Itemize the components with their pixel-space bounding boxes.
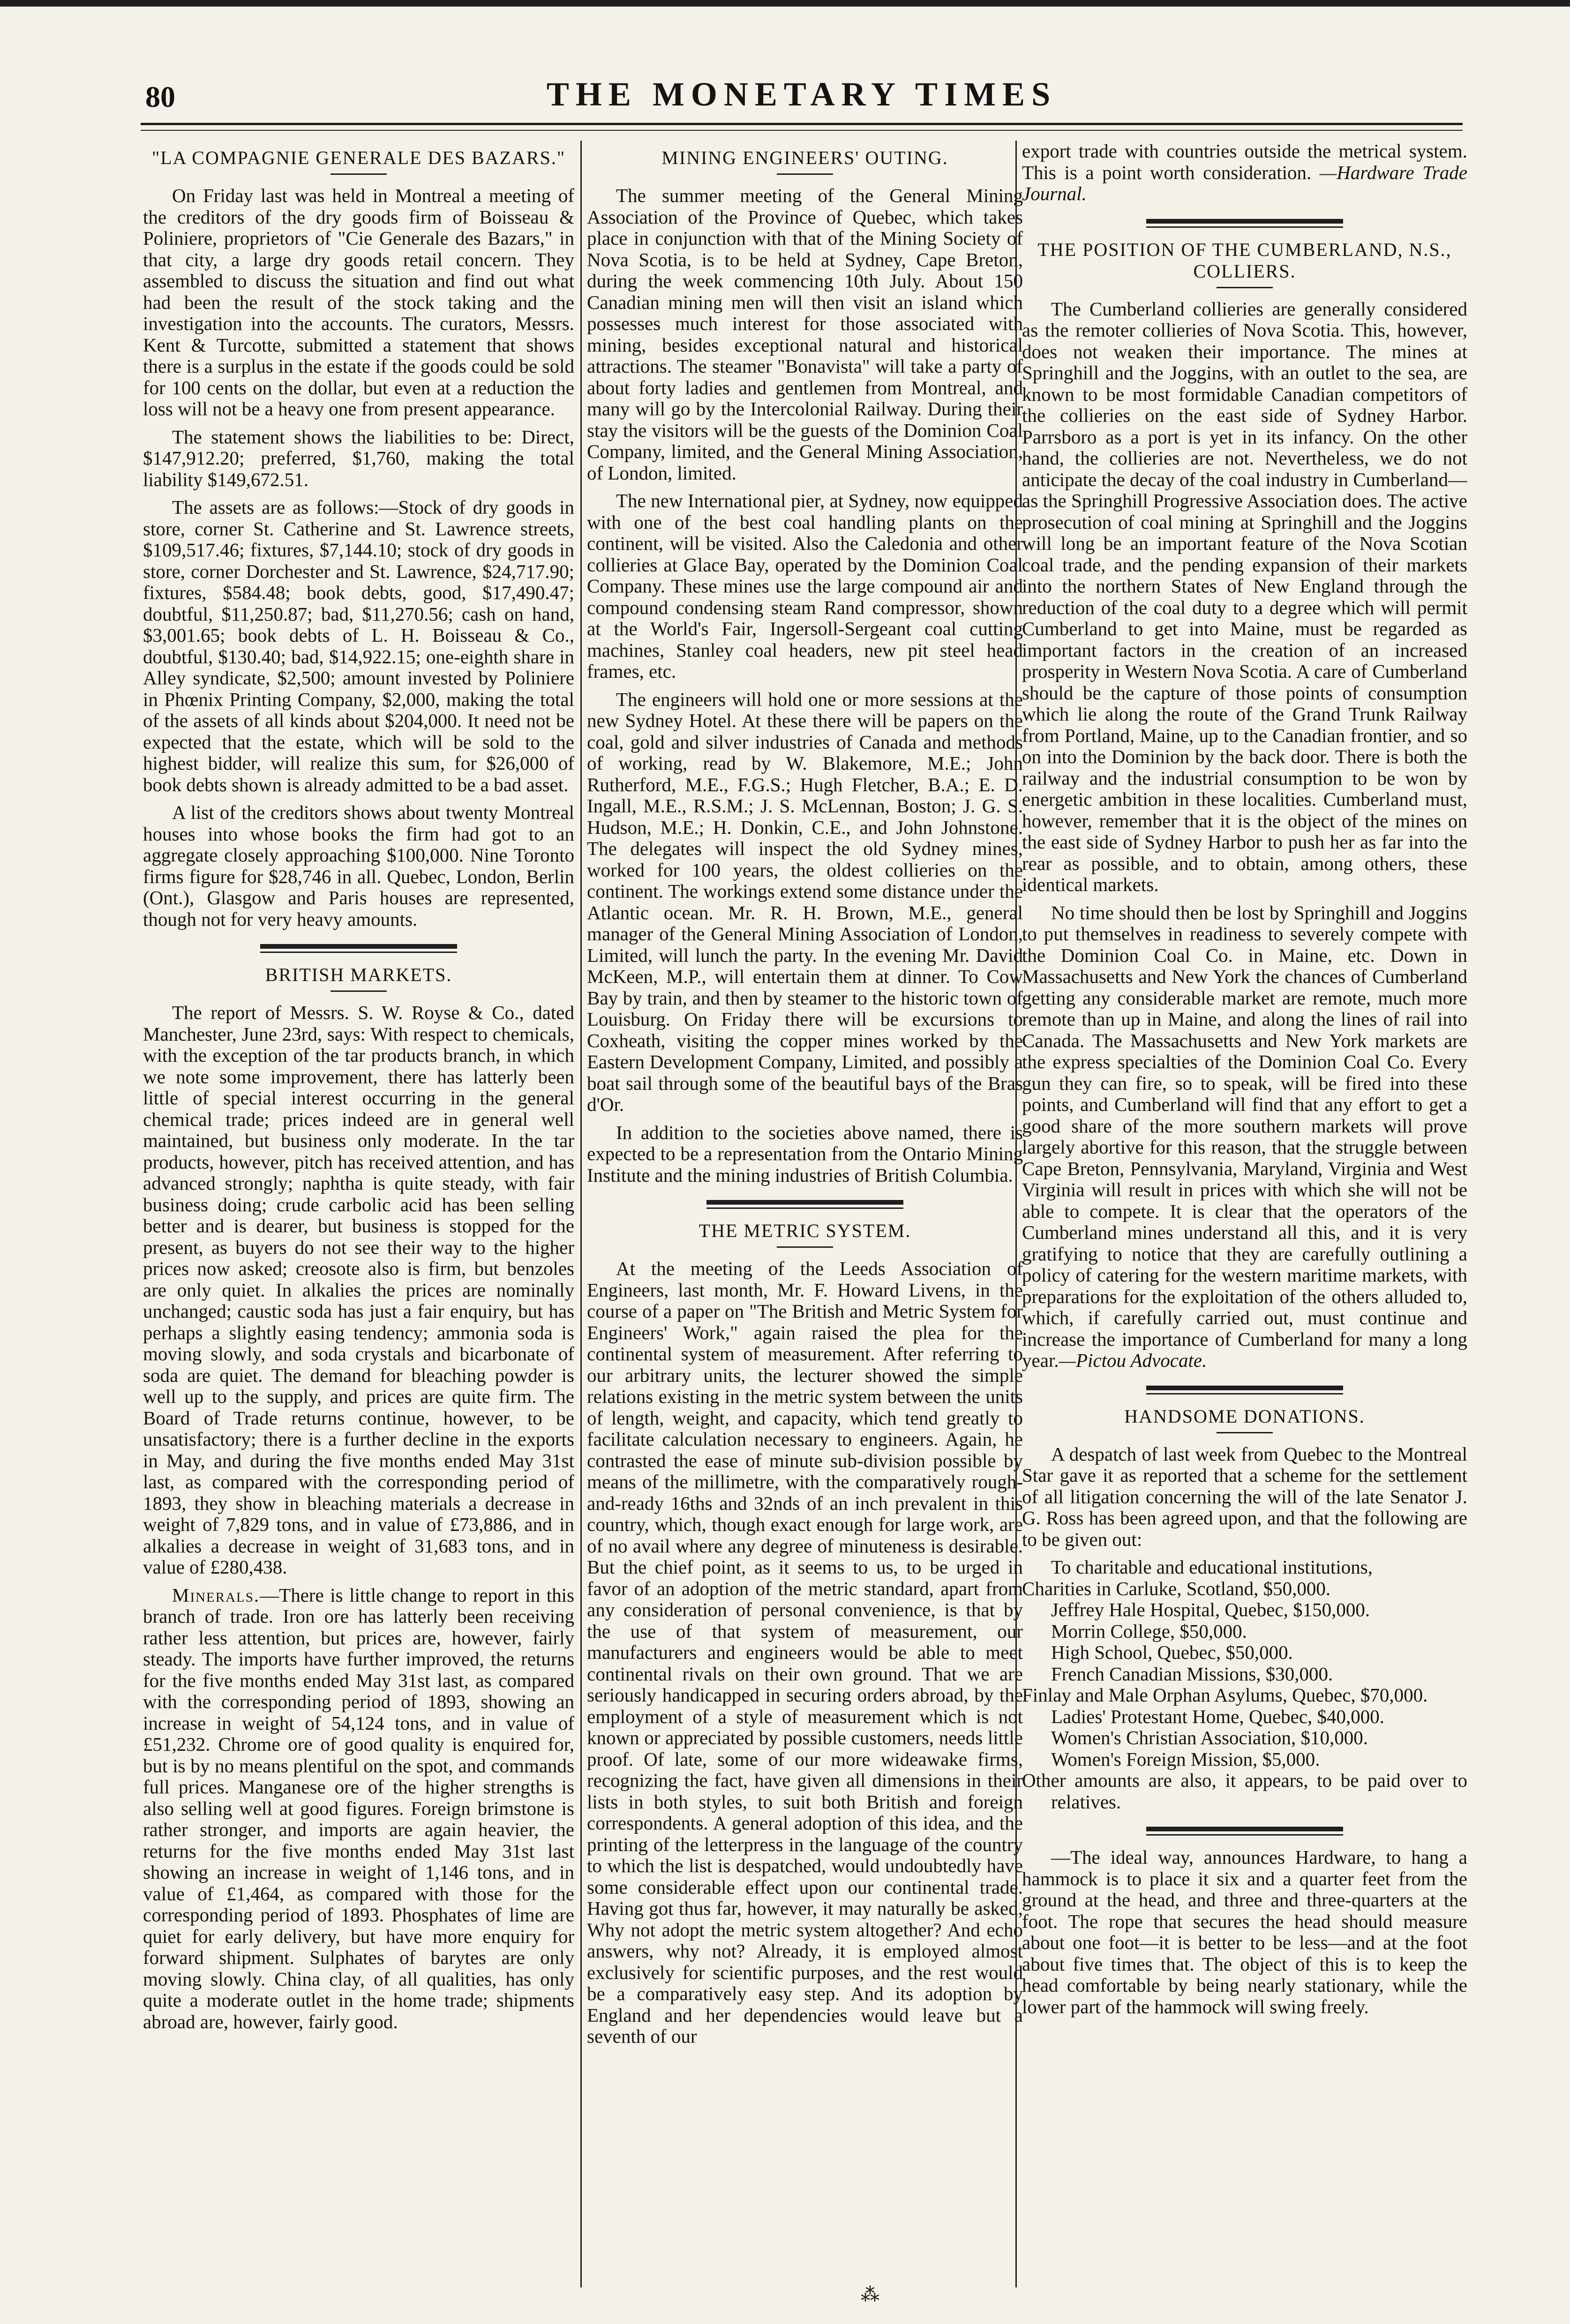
- article-title-cumberland: THE POSITION OF THE CUMBERLAND, N.S., COLLIERS.: [1037, 239, 1452, 282]
- paragraph-hammock: —The ideal way, announces Hardware, to hang a hammock is to place it six and a quarter feet from the ground at the head, and three and three-quarters at the foot. The rope that secures the head should measure about one foot—it is better to be less—and at the foot about five times that. The object of this is to keep the head comfortable by being nearly stationary, while the lower part of the hammock will swing freely.: [1022, 1846, 1467, 2017]
- donation-line: French Canadian Missions, $30,000.: [1051, 1663, 1333, 1685]
- source-credit: —Hardware Trade Journal.: [1022, 161, 1467, 204]
- article-title-donations: HANDSOME DONATIONS.: [1124, 1405, 1365, 1427]
- paragraph: [1022, 902, 1467, 1372]
- paragraph: The new International pier, at Sydney, now equipped with one of the best coal handling plants on the continent, will be visited. Also the Caledonia and other collieries at Glace Bay, operated by the Dominion Coal Company. These mines use the large compound air and compound condensing steam Rand compressor, shown at the World's Fair, Ingersoll-Sergeant coal cutting machines, Stanley coal headers, new pit steel head frames, etc.: [587, 490, 1023, 682]
- masthead-title: THE MONETARY TIMES: [546, 75, 1057, 113]
- donation-line: Charities in Carluke, Scotland, $50,000.: [1022, 1577, 1331, 1599]
- paragraph-minerals: [143, 1585, 574, 2033]
- article-title-mining-engineers: MINING ENGINEERS' OUTING.: [661, 147, 948, 168]
- donation-line: To charitable and educational institutions,: [1051, 1556, 1373, 1578]
- donation-line: Ladies' Protestant Home, Quebec, $40,000.: [1051, 1705, 1385, 1727]
- article-title-bazars: "LA COMPAGNIE GENERALE DES BAZARS.": [151, 147, 566, 168]
- section-divider: [1146, 219, 1343, 228]
- paragraph: The assets are as follows:—Stock of dry goods in store, corner St. Catherine and St. Lawrence streets, $109,517.46; fixtures, $7,144.10; stock of dry goods in store, corner Dorchester and St. Lawrence, $24,717.90; fixtures, $584.48; book debts, good, $17,490.47; doubtful, $11,250.87; bad, $11,270.56; cash on hand, $3,001.65; book debts of L. H. Boisseau & Co., doubtful, $130.40; bad, $14,922.15; one-eighth share in Alley syndicate, $2,500; amount invested by Poliniere in Phœnix Printing Company, $2,000, making the total of the assets of all kinds about $204,000. It need not be expected that the estate, which will be sold to the highest bidder, will realize this sum, for $26,000 of book debts shown is already admitted to be a bad asset.: [143, 496, 574, 795]
- paragraph: At the meeting of the Leeds Association of Engineers, last month, Mr. F. Howard Livens, in the course of a paper on "The British and Metric System for Engineers' Work," again raised the plea for the continental system of measurement. After referring to our arbitrary units, the lecturer showed the simple relations existing in the metric system between the units of length, weight, and capacity, which tend greatly to facilitate calculation necessary to engineers. Again, he contrasted the ease of minute sub-division possible by means of the millimetre, with the comparatively rough-and-ready 16ths and 32nds of an inch prevalent in this country, which, though exact enough for large work, are of no avail where any degree of minuteness is desirable. But the chief point, as it seems to us, to be urged in favor of an adoption of the metric standard, apart from any consideration of personal convenience, is that by the use of that system of measurement, our manufacturers and engineers would be able to meet continental rivals on their own ground. That we are seriously handicapped in securing orders abroad, by the employment of a style of measurement which is not known or appreciated by possible customers, needs little proof. Of late, some of our more wideawake firms, recognizing the fact, have given all dimensions in their lists in both styles, to suit both British and foreign correspondents. A general adoption of this idea, and the printing of the letterpress in the language of the country to which the list is despatched, would undoubtedly have some considerable effect upon our continental trade. Having got thus far, however, it may naturally be asked, Why not adopt the metric system altogether? And echo answers, why not? Already, it is employed almost exclusively for scientific purposes, and the rest would be a comparatively easy step. And its adoption by England and her dependencies would leave but a seventh of our: [587, 1258, 1023, 2047]
- page-number: 80: [145, 80, 175, 113]
- paragraph: The Cumberland collieries are generally considered as the remoter collieries of Nova Scotia. This, however, does not weaken their importance. The mines at Springhill and the Joggins, with an outlet to the sea, are known to be most formidable Canadian competitors of the collieries on the east side of Sydney Harbor. Parrsboro as a port is yet in its infancy. On the other hand, the collieries are not. Nevertheless, we do not anticipate the decay of the coal industry in Cumberland—as the Springhill Progressive Association does. The active prosecution of coal mining at Springhill and the Joggins will long be an important feature of the Nova Scotian coal trade, and the pending expansion of their markets into the northern States of New England through the reduction of the coal duty to a degree which will permit Cumberland to get into Maine, must be regarded as important factors in the creation of an increased prosperity in Western Nova Scotia. A care of Cumberland should be the capture of those points of consumption which lie along the route of the Grand Trunk Railway from Portland, Maine, up to the Canadian frontier, and so on into the Dominion by the back door. There is both the railway and the industrial consumption to be won by energetic ambition in these localities. Cumberland must, however, remember that it is the object of the mines on the east side of Sydney Harbor to push her as far into the rear as possible, and to obtain, among others, these identical markets.: [1022, 298, 1467, 895]
- paragraph-text: —There is little change to report in this branch of trade. Iron ore has latterly been receiving rather less attention, but prices are, however, fairly steady. The imports have further improved, the returns for the five months ended May 31st last, as compared with the corresponding period of 1893, showing an increase in weight of 54,124 tons, and in value of £51,232. Chrome ore of good quality is enquired for, but is by no means plentiful on the spot, and commands full prices. Manganese ore of the higher strengths is also selling well at good figures. Foreign brimstone is rather stronger, and imports are again heavier, the returns for the five months ended May 31st last showing an increase in weight of 1,146 tons, and in value of £1,464, as compared with those for the corresponding period of 1893. Phosphates of lime are quiet for early delivery, but have more enquiry for forward shipment. Sulphates of barytes are only moving slowly. China clay, of all qualities, has only quite a moderate outlet in the home trade; shipments abroad are, however, fairly good.: [143, 1584, 574, 2032]
- paragraph: A despatch of last week from Quebec to the Montreal Star gave it as reported that a scheme for the settlement of all litigation concerning the will of the late Senator J. G. Ross has been agreed upon, and that the following are to be given out:: [1022, 1443, 1467, 1550]
- top-border: [0, 0, 1570, 7]
- section-divider: [1146, 1386, 1343, 1394]
- paragraph: On Friday last was held in Montreal a meeting of the creditors of the dry goods firm of Boisseau & Poliniere, proprietors of "Cie Generale des Bazars," in that city, a large dry goods retail concern. They assembled to discuss the situation and find out what had been the result of the stock taking and the investigation into the accounts. The curators, Messrs. Kent & Turcotte, submitted a statement that shows there is a surplus in the estate if the goods could be sold for 100 cents on the dollar, but even at a reduction the loss will not be a heavy one from present appearance.: [143, 185, 574, 420]
- column-1: [143, 141, 574, 2287]
- paragraph-text: No time should then be lost by Springhill and Joggins to put themselves in readiness to severely compete with the Dominion Coal Co. in Maine, etc. Down in Massachusetts and New York the chances of Cumberland getting any considerable market are remote, much more remote than up in Maine, and along the lines of rail into Canada. The Massachusetts and New York markets are the express specialties of the Dominion Coal Co. Every gun they can fire, so to speak, will be fired into these points, and Cumberland will find that any effort to get a good share of the more southern markets will prove largely abortive for this reason, that the struggle between Cape Breton, Pennsylvania, Maryland, Virginia and West Virginia will result in prices with which she will not be able to compete. It is clear that the operators of the Cumberland mines understand all this, and it is very gratifying to notice that they are carefully outlining a policy of catering for the western maritime markets, with preparations for the exploitation of the others alluded to, which, if carefully carried out, must continue and increase the importance of Cumberland for many a long year.: [1022, 901, 1467, 1371]
- paragraph: The summer meeting of the General Mining Association of the Province of Quebec, which takes place in conjunction with that of the Mining Society of Nova Scotia, is to be held at Sydney, Cape Breton, during the week commencing 10th July. About 150 Canadian mining men will then visit an island which possesses much interest for those associated with mining, besides exceptional natural and historical attractions. The steamer "Bonavista" will take a party of about forty ladies and gentlemen from Montreal, and many will go by the Intercolonial Railway. During their stay the visitors will be the guests of the Dominion Coal Company, limited, and the General Mining Association, of London, limited.: [587, 185, 1023, 484]
- paragraph: In addition to the societies above named, there is expected to be a representation from the Ontario Mining Institute and the mining industries of British Columbia.: [587, 1121, 1023, 1186]
- paragraph: A list of the creditors shows about twenty Montreal houses into whose books the firm had got to an aggregate closely approaching $100,000. Nine Toronto firms figure for $28,746 in all. Quebec, London, Berlin (Ont.), Glasgow and Paris houses are represented, though not for very heavy amounts.: [143, 802, 574, 930]
- header-rule: [141, 123, 1463, 131]
- title-rule: [331, 990, 387, 992]
- paragraph-text: export trade with countries outside the metrical system. This is a point worth consideration.: [1022, 141, 1467, 183]
- paragraph: The statement shows the liabilities to be: Direct, $147,912.20; preferred, $1,760, making the total liability $149,672.51.: [143, 426, 574, 490]
- article-title-metric-system: THE METRIC SYSTEM.: [699, 1220, 911, 1241]
- article-title-british-markets: BRITISH MARKETS.: [265, 964, 452, 985]
- column-3: [1022, 141, 1467, 2287]
- source-credit: —Pictou Advocate.: [1059, 1349, 1207, 1371]
- donation-line: Morrin College, $50,000.: [1051, 1620, 1247, 1642]
- title-rule: [777, 1246, 833, 1248]
- paragraph: The report of Messrs. S. W. Royse & Co., dated Manchester, June 23rd, says: With respect to chemicals, with the exception of the tar products branch, in which we note some improvement, there has latterly been little of special interest occurring in the general chemical trade; prices indeed are in general well maintained, but business only moderate. In the tar products, however, pitch has received attention, and has advanced strongly; naphtha is quite steady, with fair business doing; crude carbolic acid has been selling better and is dearer, but business is stopped for the present, as buyers do not see their way to the higher prices now asked; creosote also is firm, but benzoles are only quiet. In alkalies the prices are nominally unchanged; caustic soda has just a fair enquiry, but has perhaps a slightly easing tendency; ammonia soda is moving slowly, and soda crystals and bicarbonate of soda are quiet. The demand for bleaching powder is well up to the supply, and prices are quite firm. The Board of Trade returns continue, however, to be unsatisfactory; there is a further decline in the exports in May, and during the five months ended May 31st last, as compared with the corresponding period of 1893, they show in bleaching materials a decrease in weight of 7,829 tons, and in value of £73,886, and in alkalies a decrease in weight of 31,683 tons, and in value of £280,438.: [143, 1002, 574, 1578]
- paragraph: The engineers will hold one or more sessions at the new Sydney Hotel. At these there will be papers on the coal, gold and silver industries of Canada and methods of working, read by W. Blakemore, M.E.; John Rutherford, M.E., F.G.S.; Hugh Fletcher, B.A.; E. D. Ingall, M.E., R.S.M.; J. S. McLennan, Boston; J. G. S. Hudson, M.E.; H. Donkin, C.E., and John Johnstone. The delegates will inspect the old Sydney mines, worked for 100 years, the oldest collieries on the continent. The workings extend some distance under the Atlantic ocean. Mr. R. H. Brown, M.E., general manager of the General Mining Association of London, Limited, will lunch the party. In the evening Mr. David McKeen, M.P., will entertain them at dinner. To Cow Bay by train, and then by steamer to the historic town of Louisburg. On Friday there will be excursions to Coxheath, visiting the copper mines worked by the Eastern Development Company, Limited, and possibly a boat sail through some of the beautiful bays of the Bras d'Or.: [587, 688, 1023, 1115]
- donation-line: Other amounts are also, it appears, to be paid over to relatives.: [1022, 1769, 1467, 1813]
- donation-line: Finlay and Male Orphan Asylums, Quebec, $70,000.: [1022, 1684, 1428, 1706]
- section-divider: [706, 1200, 903, 1209]
- column-2: [587, 141, 1023, 2287]
- title-rule: [1217, 1432, 1273, 1433]
- section-divider: [260, 944, 457, 953]
- paragraph-continued: [1022, 141, 1467, 205]
- title-rule: [777, 173, 833, 175]
- column-divider-1: [580, 141, 582, 2287]
- page-mark: ⁂: [861, 2284, 879, 2305]
- page-header: [141, 75, 1463, 112]
- donation-line: Women's Foreign Mission, $5,000.: [1051, 1748, 1320, 1770]
- donation-line: Women's Christian Association, $10,000.: [1051, 1727, 1368, 1748]
- donation-line: Jeffrey Hale Hospital, Quebec, $150,000.: [1051, 1599, 1370, 1620]
- title-rule: [1217, 287, 1273, 288]
- donation-line: High School, Quebec, $50,000.: [1051, 1642, 1293, 1663]
- run-in-heading: Minerals.: [172, 1584, 260, 1606]
- section-divider: [1146, 1827, 1343, 1836]
- title-rule: [331, 173, 387, 175]
